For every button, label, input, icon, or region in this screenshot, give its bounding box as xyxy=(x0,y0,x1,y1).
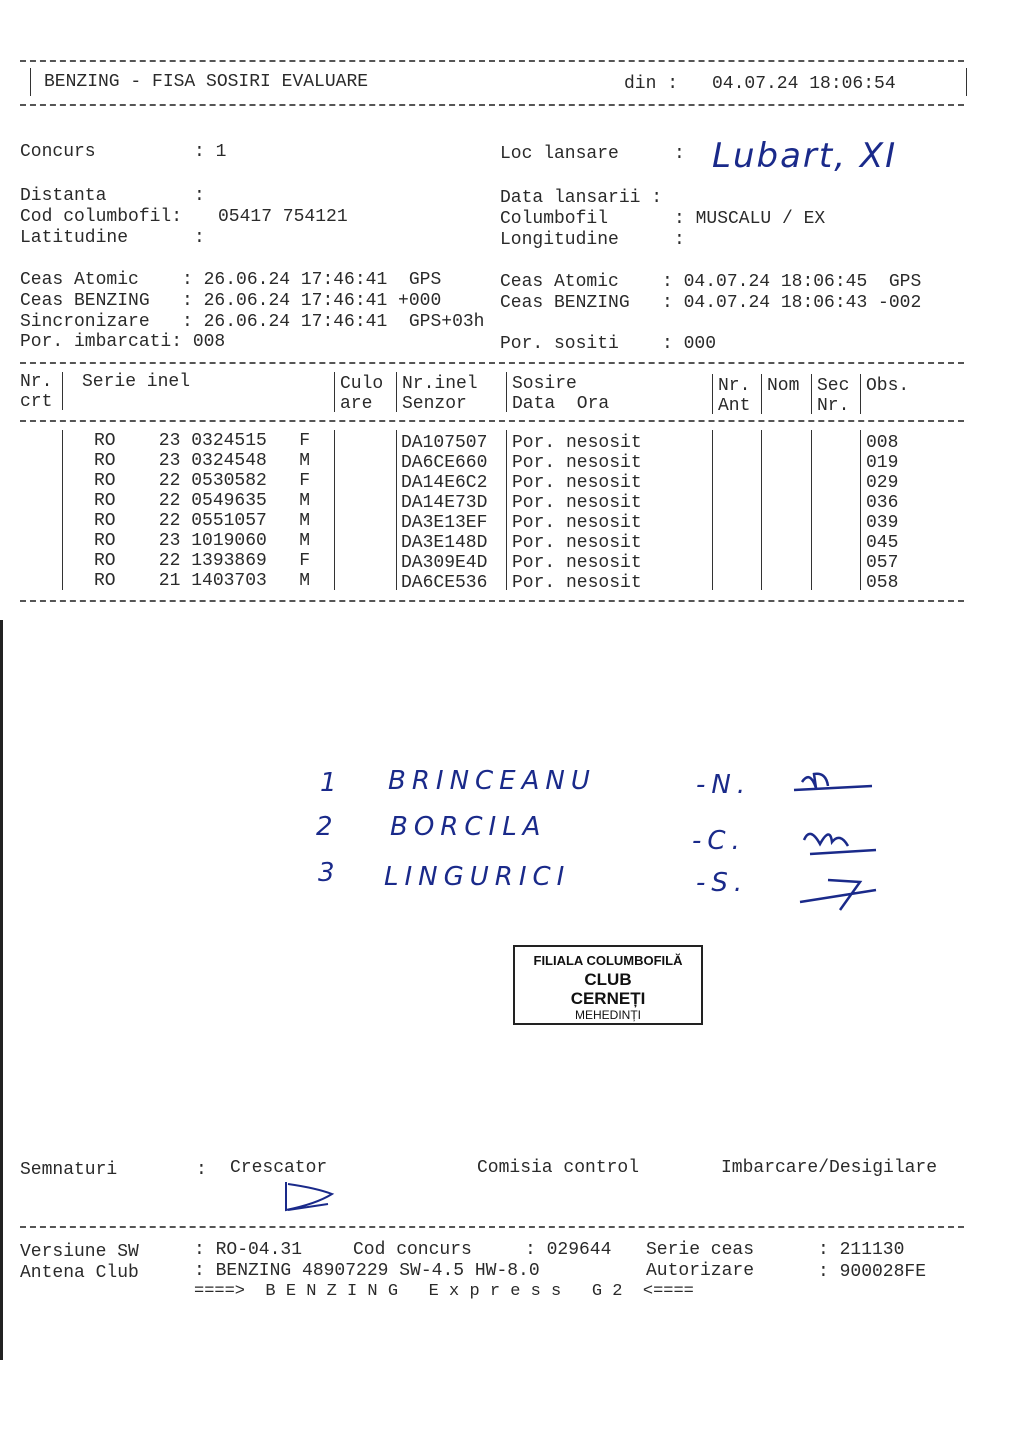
din-label: din : xyxy=(624,74,679,94)
signature-stroke xyxy=(286,1182,332,1210)
distanta-label: Distanta xyxy=(20,186,107,206)
document-title: BENZING - FISA SOSIRI EVALUARE xyxy=(44,72,369,92)
hdr-sep xyxy=(506,372,507,412)
obs-value: 039 xyxy=(866,513,899,533)
cod-columbofil-label: Cod columbofil: xyxy=(20,207,183,227)
divider-footer xyxy=(20,1226,964,1228)
hdr-sep xyxy=(62,372,63,410)
hdr-sep xyxy=(811,374,812,414)
cod-columbofil-value: 05417 754121 xyxy=(218,207,348,227)
sensor-id: DA107507 xyxy=(401,433,488,453)
arrival-status: Por. nesosit xyxy=(512,433,642,453)
ceas-atomic-end: Ceas Atomic : 04.07.24 18:06:45 GPS xyxy=(500,272,922,292)
col-serie-inel: Serie inel xyxy=(82,372,191,392)
arrival-status: Por. nesosit xyxy=(512,453,642,473)
stamp-line-4: MEHEDINȚI xyxy=(575,1008,641,1022)
obs-value: 008 xyxy=(866,433,899,453)
cod-concurs-value: : 029644 xyxy=(525,1240,612,1260)
col-sosire-2: Data Ora xyxy=(512,394,610,414)
body-sep xyxy=(506,430,507,590)
sensor-id: DA309E4D xyxy=(401,553,488,573)
sensor-id: DA6CE660 xyxy=(401,453,488,473)
divider-header xyxy=(20,104,964,106)
latitudine-label: Latitudine xyxy=(20,228,129,248)
ring-number: RO 22 0530582 F xyxy=(94,471,311,491)
loc-lansare-colon: : xyxy=(674,144,685,164)
columbofil-label: Columbofil xyxy=(500,209,609,229)
autorizare-value: : 900028FE xyxy=(818,1262,927,1282)
col-nrinel-2: Senzor xyxy=(402,394,467,414)
ring-number: RO 23 1019060 M xyxy=(94,531,311,551)
col-nrant-2: Ant xyxy=(718,396,751,416)
obs-value: 045 xyxy=(866,533,899,553)
col-nr-crt-1: Nr. xyxy=(20,372,53,392)
longitudine-value: : xyxy=(674,230,685,250)
stamp-line-2: CLUB xyxy=(584,970,632,989)
handwritten-scribbles xyxy=(780,770,900,920)
loc-lansare-label: Loc lansare xyxy=(500,144,619,164)
body-sep xyxy=(62,430,63,590)
handwritten-initial-2: -C. xyxy=(692,826,746,856)
sensor-id: DA14E73D xyxy=(401,493,488,513)
hdr-sep xyxy=(761,374,762,414)
handwritten-num-2: 2 xyxy=(316,812,339,842)
arrival-status: Por. nesosit xyxy=(512,573,642,593)
handwritten-initial-1: -N. xyxy=(696,770,752,800)
arrival-status: Por. nesosit xyxy=(512,553,642,573)
antena-label: Antena Club xyxy=(20,1263,139,1283)
col-culoare-1: Culo xyxy=(340,374,384,394)
semnaturi-colon: : xyxy=(196,1160,207,1180)
porumbei-sositi: Por. sositi : 000 xyxy=(500,334,717,354)
body-sep xyxy=(761,430,762,590)
body-sep xyxy=(334,430,335,590)
ring-number: RO 22 0551057 M xyxy=(94,511,311,531)
semnaturi-label: Semnaturi xyxy=(20,1160,118,1180)
handwritten-name-1: BRINCEANU xyxy=(388,766,596,796)
col-nrinel-1: Nr.inel xyxy=(402,374,478,394)
crescator-label: Crescator xyxy=(230,1158,328,1178)
arrival-status: Por. nesosit xyxy=(512,493,642,513)
obs-value: 058 xyxy=(866,573,899,593)
header-right-bar xyxy=(966,68,967,96)
hdr-sep xyxy=(334,372,335,412)
comisia-label: Comisia control xyxy=(477,1158,640,1178)
ceas-atomic-start: Ceas Atomic : 26.06.24 17:46:41 GPS xyxy=(20,270,442,290)
stamp-line-1: FILIALA COLUMBOFILĂ xyxy=(533,953,683,968)
handwritten-name-3: LINGURICI xyxy=(384,862,571,892)
concurs-label: Concurs xyxy=(20,142,96,162)
versiune-value: : RO-04.31 xyxy=(194,1240,303,1260)
distanta-value: : xyxy=(194,186,205,206)
serie-ceas-value: : 211130 xyxy=(818,1240,905,1260)
ceas-benzing-end: Ceas BENZING : 04.07.24 18:06:43 -002 xyxy=(500,293,922,313)
handwritten-name-2: BORCILA xyxy=(390,812,547,842)
hdr-sep xyxy=(860,374,861,414)
sensor-id: DA3E148D xyxy=(401,533,488,553)
imbarcare-label: Imbarcare/Desigilare xyxy=(721,1158,938,1178)
scribble-mark xyxy=(800,880,876,910)
cod-concurs-label: Cod concurs xyxy=(353,1240,472,1260)
obs-value: 029 xyxy=(866,473,899,493)
col-sosire-1: Sosire xyxy=(512,374,577,394)
body-sep xyxy=(811,430,812,590)
stamp-line-3: CERNEȚI xyxy=(570,989,646,1008)
divider-table-header xyxy=(20,420,964,422)
scribble-mark xyxy=(794,774,872,790)
header-datetime: 04.07.24 18:06:54 xyxy=(712,74,896,94)
autorizare-label: Autorizare xyxy=(646,1261,755,1281)
obs-value: 036 xyxy=(866,493,899,513)
sensor-id: DA3E13EF xyxy=(401,513,488,533)
handwritten-initial-3: -S. xyxy=(696,868,749,898)
data-lansarii-label: Data lansarii : xyxy=(500,188,663,208)
loc-lansare-handwritten: Lubart, XI xyxy=(712,136,898,176)
header-left-bar xyxy=(30,68,31,96)
arrival-status: Por. nesosit xyxy=(512,513,642,533)
col-secnr-2: Nr. xyxy=(817,396,850,416)
longitudine-label: Longitudine xyxy=(500,230,619,250)
body-sep xyxy=(860,430,861,590)
porumbei-imbarcati: Por. imbarcati: 008 xyxy=(20,332,226,352)
col-secnr-1: Sec xyxy=(817,376,850,396)
obs-value: 057 xyxy=(866,553,899,573)
col-culoare-2: are xyxy=(340,394,373,414)
col-obs: Obs. xyxy=(866,376,910,396)
col-nrant-1: Nr. xyxy=(718,376,751,396)
columbofil-value: : MUSCALU / EX xyxy=(674,209,826,229)
body-sep xyxy=(712,430,713,590)
hdr-sep xyxy=(396,372,397,412)
ring-number: RO 21 1403703 M xyxy=(94,571,311,591)
handwritten-num-3: 3 xyxy=(318,858,341,888)
concurs-value: : 1 xyxy=(194,142,227,162)
hdr-sep xyxy=(712,374,713,414)
benzing-banner: ====> B E N Z I N G E x p r e s s G 2 <==== xyxy=(194,1282,694,1301)
ceas-benzing-start: Ceas BENZING : 26.06.24 17:46:41 +000 xyxy=(20,291,442,311)
ring-number: RO 23 0324515 F xyxy=(94,431,311,451)
col-nom: Nom xyxy=(767,376,800,396)
arrival-status: Por. nesosit xyxy=(512,533,642,553)
arrival-status: Por. nesosit xyxy=(512,473,642,493)
latitudine-value: : xyxy=(194,228,205,248)
obs-value: 019 xyxy=(866,453,899,473)
handwritten-num-1: 1 xyxy=(320,768,343,798)
body-sep xyxy=(396,430,397,590)
divider-top xyxy=(20,60,964,62)
sincronizare: Sincronizare : 26.06.24 17:46:41 GPS+03h xyxy=(20,312,485,332)
scan-edge xyxy=(0,620,3,1360)
sensor-id: DA14E6C2 xyxy=(401,473,488,493)
antena-value: : BENZING 48907229 SW-4.5 HW-8.0 xyxy=(194,1261,540,1281)
ring-number: RO 22 1393869 F xyxy=(94,551,311,571)
divider-table-bottom xyxy=(20,600,964,602)
col-nr-crt-2: crt xyxy=(20,392,53,412)
scribble-mark xyxy=(804,834,876,854)
ring-number: RO 23 0324548 M xyxy=(94,451,311,471)
ring-number: RO 22 0549635 M xyxy=(94,491,311,511)
club-stamp xyxy=(513,945,703,1025)
crescator-signature xyxy=(276,1174,346,1218)
versiune-label: Versiune SW xyxy=(20,1242,139,1262)
divider-table-top xyxy=(20,362,964,364)
serie-ceas-label: Serie ceas xyxy=(646,1240,755,1260)
sensor-id: DA6CE536 xyxy=(401,573,488,593)
